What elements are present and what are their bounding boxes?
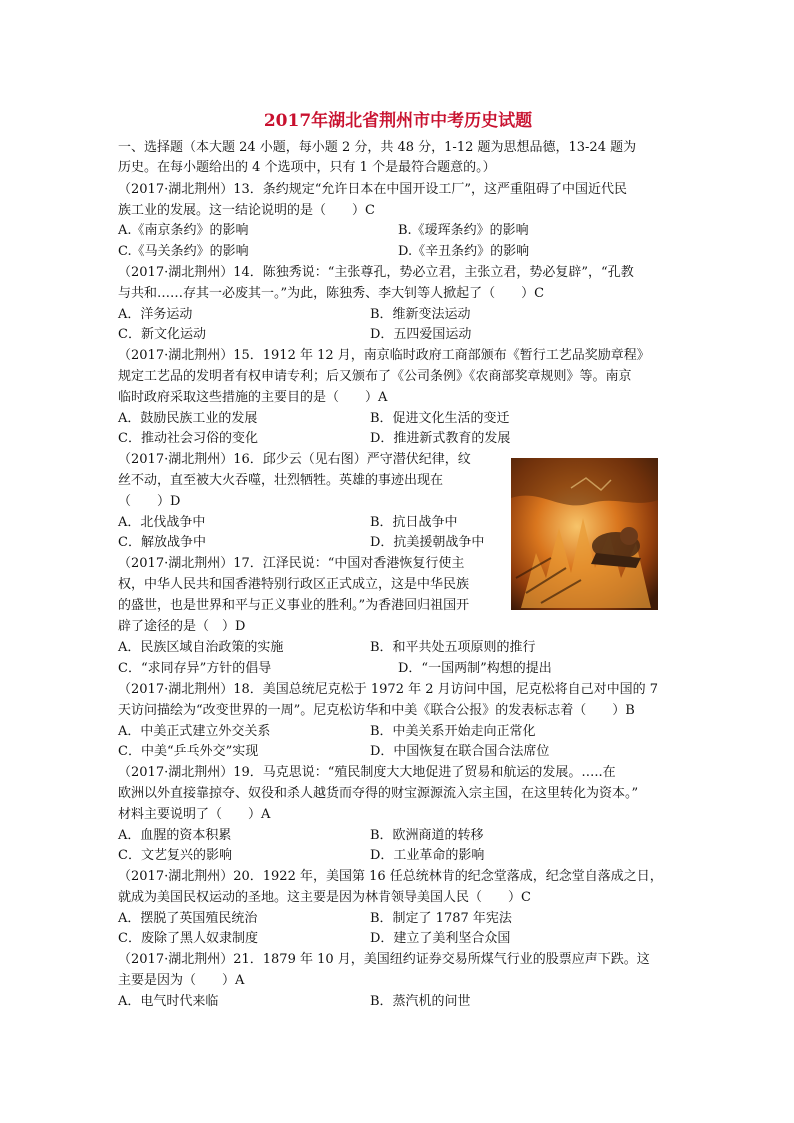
option-a: A.《南京条约》的影响 — [118, 223, 249, 238]
flame-painting-image — [511, 458, 658, 610]
option-a: A．摆脱了英国殖民统治 — [118, 911, 258, 926]
question-stem-15: 规定工艺品的发明者有权申请专利；后又颁布了《公司条例》《农商部奖章规则》等。南京 — [118, 369, 632, 384]
option-b: B．制定了 1787 年宪法 — [370, 911, 512, 926]
question-stem-18: 天访问描绘为“改变世界的一周”。尼克松访华和中美《联合公报》的发表标志着（ ）B — [118, 703, 635, 718]
question-stem-17: 的盛世，也是世界和平与正义事业的胜利。”为香港回归祖国开 — [118, 598, 470, 613]
option-c: C.《马关条约》的影响 — [118, 244, 249, 259]
option-d: D．建立了美利坚合众国 — [370, 931, 511, 946]
option-c: C．“求同存异”方针的倡导 — [118, 661, 272, 676]
question-stem-16: （ ）D — [118, 494, 181, 509]
question-stem-17: 权，中华人民共和国香港特别行政区正式成立，这是中华民族 — [118, 577, 470, 592]
question-stem-16: 丝不动，直至被大火吞噬，壮烈牺牲。英雄的事迹出现在 — [118, 473, 444, 488]
option-c: C．文艺复兴的影响 — [118, 848, 232, 863]
option-a: A．中美正式建立外交关系 — [118, 724, 271, 739]
option-c: C．推动社会习俗的变化 — [118, 431, 258, 446]
option-d: D．推进新式教育的发展 — [370, 431, 511, 446]
option-b: B．抗日战争中 — [370, 515, 458, 530]
option-b: B．蒸汽机的问世 — [370, 994, 471, 1009]
option-c: C．解放战争中 — [118, 535, 206, 550]
question-stem-13: （2017·湖北荆州）13．条约规定“允许日本在中国开设工厂”，这严重阻碍了中国近代民 — [118, 182, 628, 197]
option-b: B.《瑷珲条约》的影响 — [398, 223, 529, 238]
question-stem-15: （2017·湖北荆州）15．1912 年 12 月，南京临时政府工商部颁布《暂行工艺品奖励章程》 — [118, 348, 650, 363]
question-stem-13: 族工业的发展。这一结论说明的是（ ）C — [118, 203, 375, 218]
option-b: B．中美关系开始走向正常化 — [370, 724, 536, 739]
question-stem-20: 就成为美国民权运动的圣地。这主要是因为林肯领导美国人民（ ）C — [118, 890, 531, 905]
intro-line: 一、选择题（本大题 24 小题，每小题 2 分，共 48 分，1-12 题为思想品德，13-24 题为 — [118, 140, 637, 155]
option-a: A．血腥的资本积累 — [118, 828, 232, 843]
option-b: B．和平共处五项原则的推行 — [370, 640, 536, 655]
question-stem-20: （2017·湖北荆州）20．1922 年，美国第 16 任总统林肯的纪念堂落成，纪念堂自落成之日， — [118, 869, 663, 884]
option-b: B．促进文化生活的变迁 — [370, 411, 510, 426]
option-d: D．抗美援朝战争中 — [370, 535, 485, 550]
option-d: D.《辛丑条约》的影响 — [398, 244, 530, 259]
option-c: C．废除了黑人奴隶制度 — [118, 931, 258, 946]
question-stem-17: 辟了途径的是（ ）D — [118, 619, 246, 634]
question-stem-21: （2017·湖北荆州）21．1879 年 10 月，美国纽约证券交易所煤气行业的股票应声下跌。这 — [118, 952, 650, 967]
question-stem-14: 与共和……存其一必废其一。”为此，陈独秀、李大钊等人掀起了（ ）C — [118, 286, 545, 301]
option-a: A．鼓励民族工业的发展 — [118, 411, 258, 426]
question-stem-19: 材料主要说明了（ ）A — [118, 807, 271, 822]
question-stem-21: 主要是因为（ ）A — [118, 973, 245, 988]
intro-line: 历史。在每小题给出的 4 个选项中，只有 1 个是最符合题意的。） — [118, 160, 496, 175]
question-stem-16: （2017·湖北荆州）16．邱少云（见右图）严守潜伏纪律，纹 — [118, 452, 471, 467]
option-a: A．电气时代来临 — [118, 994, 219, 1009]
question-stem-19: （2017·湖北荆州）19．马克思说：“殖民制度大大地促进了贸易和航运的发展。…..在 — [118, 765, 616, 780]
option-c: C．中美“乒乓外交”实现 — [118, 744, 259, 759]
option-a: A．洋务运动 — [118, 307, 193, 322]
option-d: D．中国恢复在联合国合法席位 — [370, 744, 550, 759]
page-title: 2017年湖北省荆州市中考历史试题 — [263, 111, 533, 131]
option-d: D．五四爱国运动 — [370, 327, 472, 342]
option-d: D．工业革命的影响 — [370, 848, 485, 863]
question-stem-17: （2017·湖北荆州）17．江泽民说：“中国对香港恢复行使主 — [118, 556, 465, 571]
option-b: B．欧洲商道的转移 — [370, 828, 484, 843]
option-d: D．“一国两制”构想的提出 — [398, 661, 552, 676]
question-stem-14: （2017·湖北荆州）14．陈独秀说：“主张尊孔，势必立君，主张立君，势必复辟”，“孔教 — [118, 265, 634, 280]
option-a: A．北伐战争中 — [118, 515, 206, 530]
option-b: B．维新变法运动 — [370, 307, 471, 322]
option-a: A．民族区域自治政策的实施 — [118, 640, 284, 655]
option-c: C．新文化运动 — [118, 327, 206, 342]
qiu-shaoyun-painting — [511, 458, 658, 610]
question-stem-15: 临时政府采取这些措施的主要目的是（ ）A — [118, 390, 388, 405]
question-stem-19: 欧洲以外直接靠掠夺、奴役和杀人越货而夺得的财宝源源流入宗主国，在这里转化为资本。” — [118, 786, 639, 801]
question-stem-18: （2017·湖北荆州）18．美国总统尼克松于 1972 年 2 月访问中国，尼克松将自己对中国的 7 — [118, 682, 659, 697]
